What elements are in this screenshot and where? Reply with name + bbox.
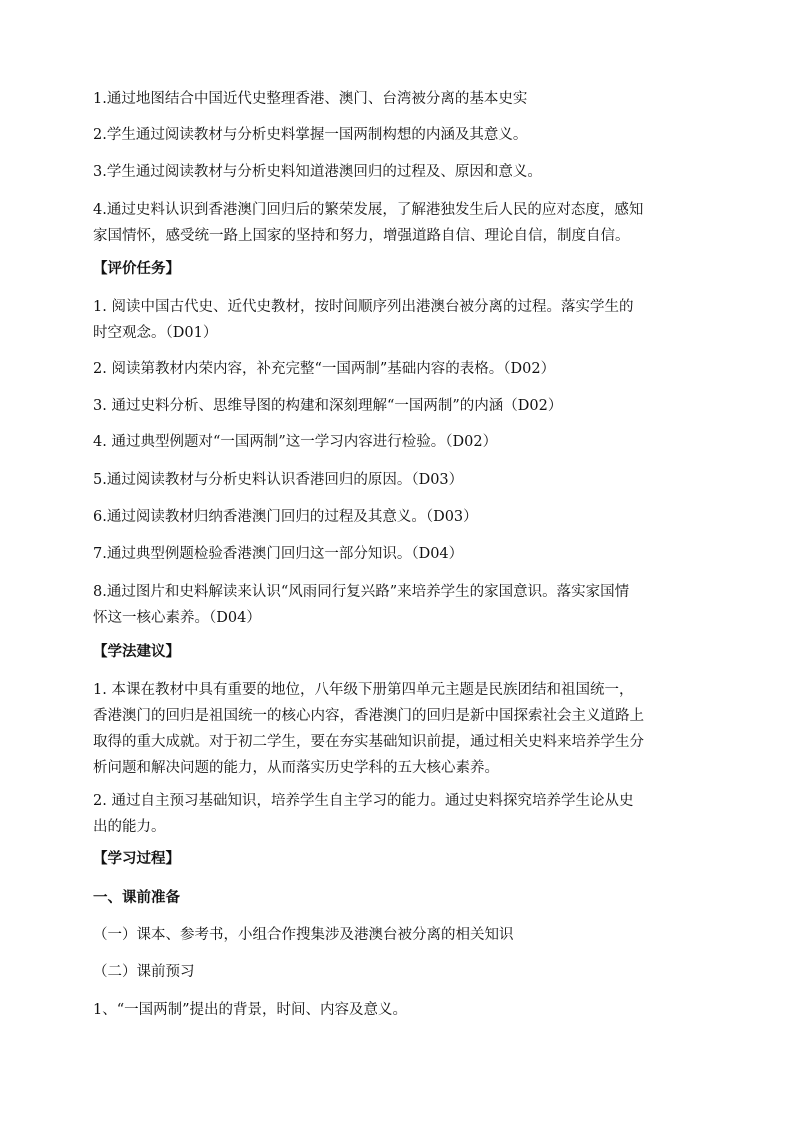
- objective-3: 3.学生通过阅读教材与分析史料知道港澳回归的过程及、原因和意义。: [93, 164, 542, 180]
- process-item-3: 1、“一国两制”提出的背景，时间、内容及意义。: [93, 1002, 408, 1018]
- objective-4: 4.通过史料认识到香港澳门回归后的繁荣发展，了解港独发生后人民的应对态度，感知 家国情怀，感受统一路上国家的坚持和努力，增强道路自信、理论自信，制度自信。: [93, 202, 644, 244]
- study-advice-heading: 【学法建议】: [93, 644, 180, 660]
- study-advice-item-1: 1. 本课在教材中具有重要的地位，八年级下册第四单元主题是民族团结和祖国统一， 香港澳门的回归是祖国统一的核心内容，香港澳门的回归是新中国探索社会主义道路上 取得的重大成就。对于初二学生，要在夯实基础知识前提，通过相关史料来培养学生分 析问题和解决问题的能力，从而落实历史学科的五大核心素养。: [93, 682, 644, 776]
- evaluation-item-3: 3. 通过史料分析、思维导图的构建和深刻理解“一国两制”的内涵（D02）: [93, 398, 563, 414]
- process-item-1: （一）课本、参考书，小组合作搜集涉及港澳台被分离的相关知识: [93, 927, 514, 943]
- evaluation-item-4: 4. 通过典型例题对“一国两制”这一学习内容进行检验。（D02）: [93, 434, 498, 450]
- evaluation-item-7: 7.通过典型例题检验香港澳门回归这一部分知识。（D04）: [93, 546, 464, 562]
- evaluation-heading: 【评价任务】: [93, 261, 180, 277]
- evaluation-item-6: 6.通过阅读教材归纳香港澳门回归的过程及其意义。（D03）: [93, 509, 478, 525]
- objective-2: 2.学生通过阅读教材与分析史料掌握一国两制构想的内涵及其意义。: [93, 127, 528, 143]
- study-advice-item-2: 2. 通过自主预习基础知识，培养学生自主学习的能力。通过史料探究培养学生论从史 出的能力。: [93, 793, 634, 835]
- objective-1: 1.通过地图结合中国近代史整理香港、澳门、台湾被分离的基本史实: [93, 91, 528, 107]
- process-heading: 【学习过程】: [93, 851, 180, 867]
- evaluation-item-2: 2. 阅读第教材内荣内容，补充完整“一国两制”基础内容的表格。（D02）: [93, 361, 556, 377]
- evaluation-item-8: 8.通过图片和史料解读来认识“风雨同行复兴路”来培养学生的家国意识。落实家国情 怀这一核心素养。（D04）: [93, 584, 630, 626]
- evaluation-item-1: 1. 阅读中国古代史、近代史教材，按时间顺序列出港澳台被分离的过程。落实学生的 时空观念。（D01）: [93, 299, 634, 341]
- process-sub-heading: 一、课前准备: [93, 890, 180, 906]
- process-item-2: （二）课前预习: [93, 964, 195, 980]
- evaluation-item-5: 5.通过阅读教材与分析史料认识香港回归的原因。（D03）: [93, 472, 464, 488]
